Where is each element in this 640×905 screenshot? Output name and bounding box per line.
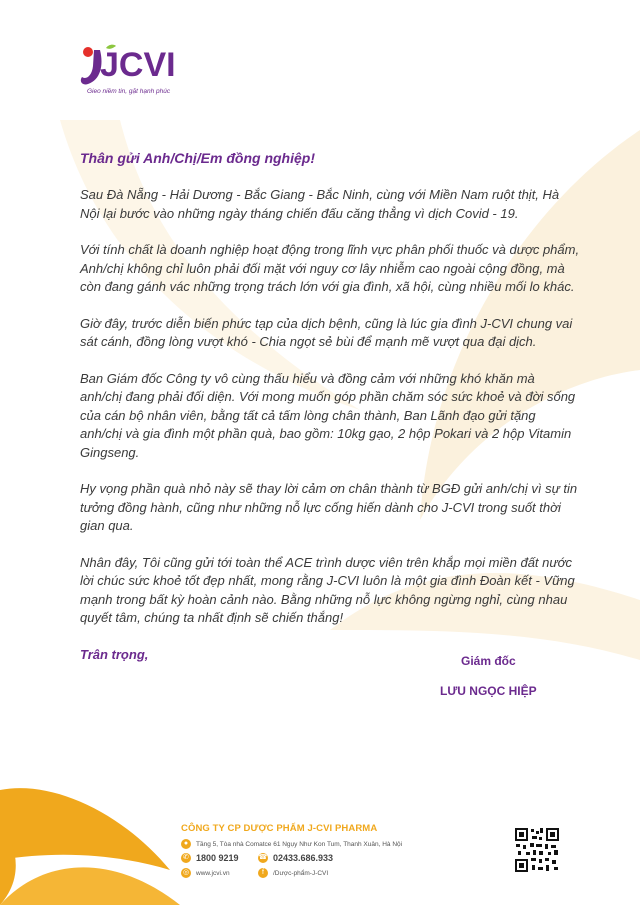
globe-icon: ◎: [182, 869, 190, 876]
letter-greeting: Thân gửi Anh/Chị/Em đồng nghiệp!: [80, 150, 315, 166]
letter-paragraph: Nhân đây, Tôi cũng gửi tới toàn thể ACE trình dược viên trên khắp mọi miền đất nước lời chúc sức khoẻ tốt đẹp nhất, mong rằng J-CVI luôn là một gia đình Đoàn kết - Vững mạnh trong bất kỳ hoàn cảnh nào. Bằng những nỗ lực không ngừng nghỉ, cùng nhau quyết tâm, chúng ta nhất định sẽ chiến thắng!: [80, 554, 575, 625]
signature-name: LƯU NGỌC HIỆP: [440, 684, 537, 698]
footer-website-row[interactable]: [181, 868, 230, 878]
phone-icon: ✆: [181, 853, 191, 863]
location-icon: ●: [181, 839, 191, 849]
logo-slogan: Gieo niềm tin, gặt hạnh phúc: [87, 88, 171, 95]
letter-paragraph: Giờ đây, trước diễn biến phức tạp của dịch bệnh, cũng là lúc gia đình J-CVI chung vai sát cánh, đồng lòng vượt khó - Chia ngọt sẻ bùi để mạnh mẽ vượt qua đại dịch.: [80, 315, 573, 349]
letter-body: [80, 148, 580, 664]
letter-paragraph: Hy vọng phần quà nhỏ này sẽ thay lời cảm ơn chân thành từ BGĐ gửi anh/chị vì sự tin tưởng đồng hành, cũng như những nỗ lực cống hiến dành cho J-CVI trong suốt thời gian qua.: [80, 481, 578, 533]
footer-hotline[interactable]: 1800 9219: [196, 853, 239, 863]
letter-paragraph: Sau Đà Nẵng - Hải Dương - Bắc Giang - Bắc Ninh, cùng với Miền Nam ruột thịt, Hà Nội lại bước vào những ngày tháng chiến đấu căng thẳng vì dịch Covid - 19.: [80, 187, 560, 221]
letter-closing: Trân trọng,: [80, 646, 149, 662]
letter-paragraph: Ban Giám đốc Công ty vô cùng thấu hiểu và đồng cảm với những khó khăn mà anh/chị đang phải đối diện. Với mong muốn góp phần chăm sóc sức khoẻ và đời sống của cán bộ nhân viên, bằng tất cả tấm lòng chân thành, Ban Lãnh đạo gửi tặng anh/chị và gia đình một phần quà, bao gồm: 10kg gạo, 2 hộp Pokari và 2 hộp Vitamin Gingseng.: [80, 370, 576, 460]
letter-paragraph: Với tính chất là doanh nghiệp hoạt động trong lĩnh vực phân phối thuốc và dược phẩm, Anh/chị không chỉ luôn phải đối mặt với nguy cơ lây nhiễm cao ngoài cộng đồng, mà còn đang gánh vác những trọng trách lớn với gia đình, xã hội, cùng nhiều mối lo khác.: [80, 242, 580, 294]
footer-website[interactable]: www.jcvi.vn: [196, 869, 230, 877]
signature-title: Giám đốc: [461, 654, 516, 668]
qr-code[interactable]: [514, 827, 560, 873]
footer-facebook-row[interactable]: [258, 868, 328, 878]
facebook-icon: f: [258, 868, 268, 878]
logo-wordmark: JCVI: [100, 46, 176, 84]
fax-icon: ☎: [258, 854, 268, 861]
footer-address-row: [181, 839, 402, 849]
footer-orange-leaf: [0, 788, 170, 870]
footer-phone-row[interactable]: [258, 853, 333, 863]
footer-company-name: CÔNG TY CP DƯỢC PHẨM J-CVI PHARMA: [181, 823, 378, 834]
footer-address: Tầng 5, Tòa nhà Comatce 61 Ngụy Như Kon Tum, Thanh Xuân, Hà Nội: [196, 840, 403, 848]
company-logo[interactable]: [78, 44, 198, 98]
footer-facebook[interactable]: /Dược-phẩm-J-CVI: [273, 869, 329, 877]
footer-hotline-row[interactable]: [181, 853, 239, 863]
footer-orange-swoosh: [0, 867, 180, 905]
footer-phone[interactable]: 02433.686.933: [273, 853, 334, 863]
